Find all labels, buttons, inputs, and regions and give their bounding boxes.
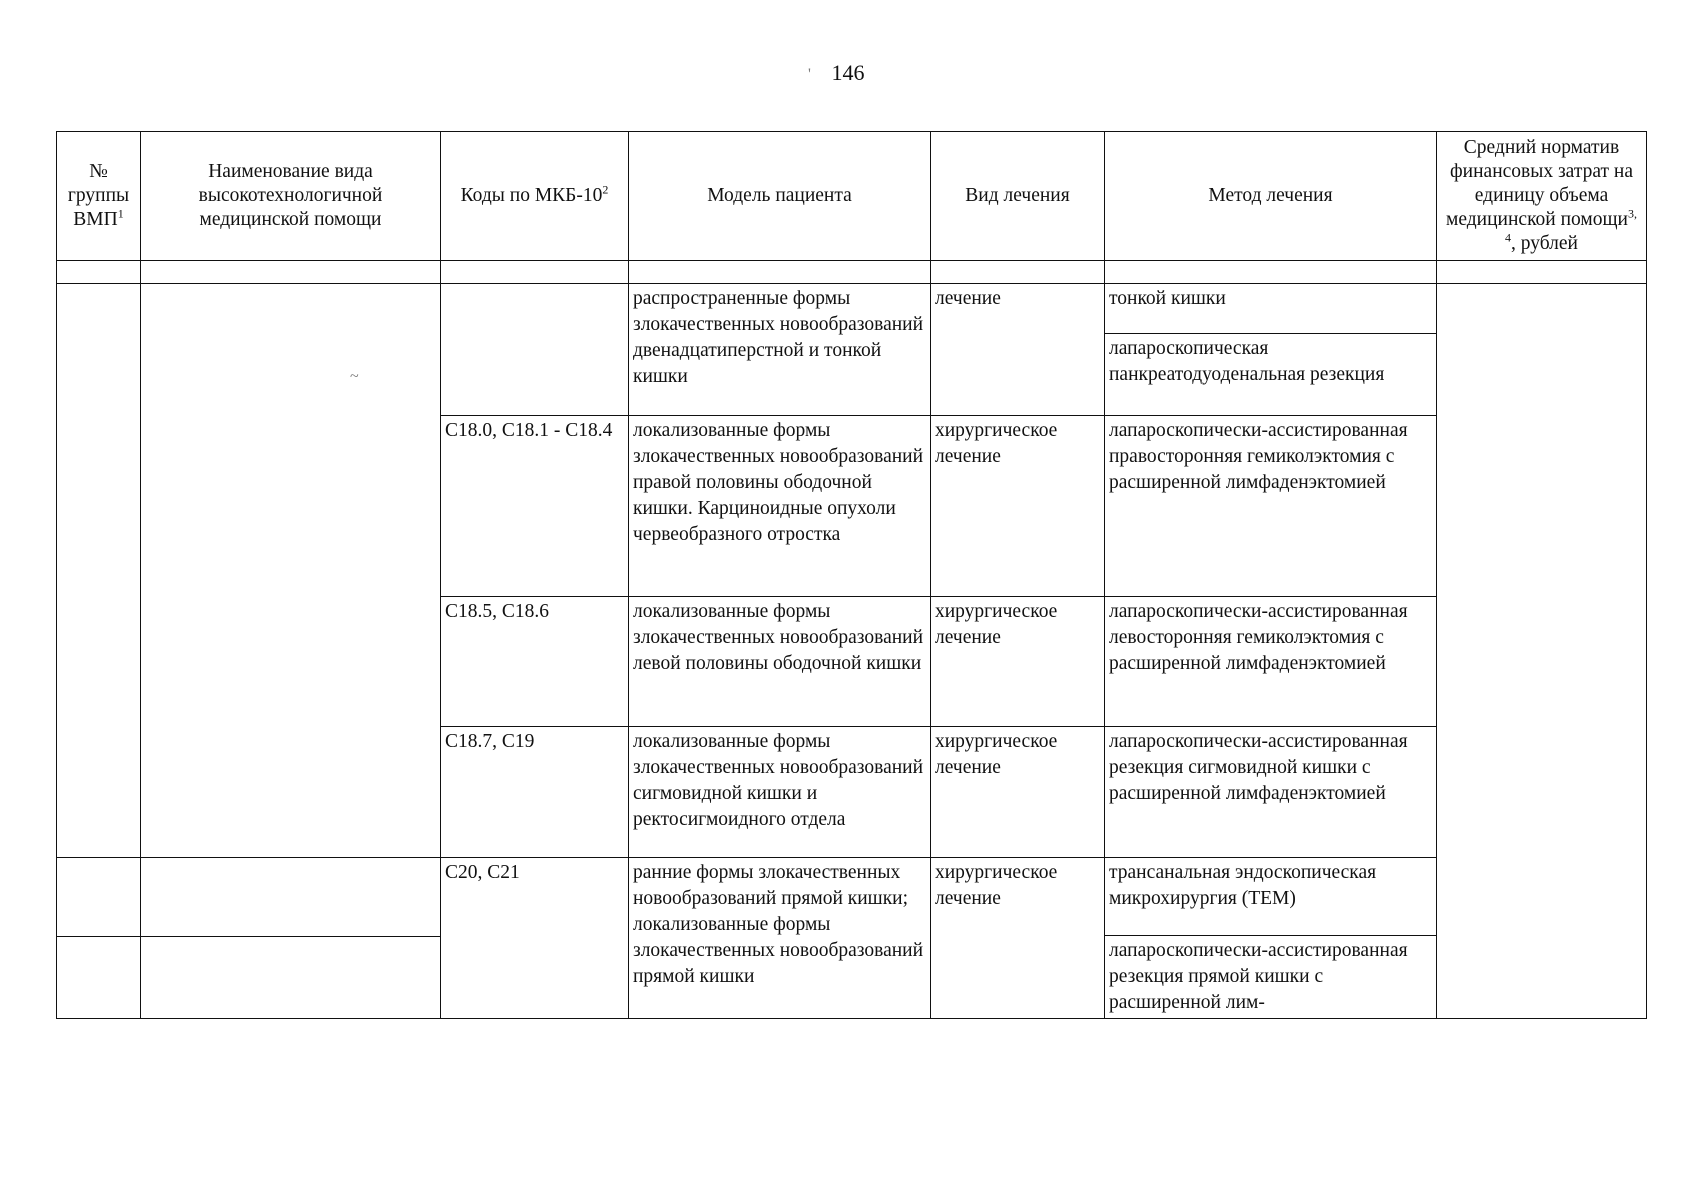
page-number: 146 xyxy=(831,60,865,85)
patient-model-cell: ранние формы злокачественных новообразований прямой кишки; локализованные формы злокачественных новообразований прямой кишки xyxy=(629,858,931,1019)
treatment-type-cell: лечение xyxy=(931,284,1105,416)
group-number-cell xyxy=(57,858,141,1019)
treatment-method-cell: лапароскопически-ассистированная левосторонняя гемиколэктомия с расширенной лимфаденэктомией xyxy=(1105,597,1437,727)
treatment-method-cell: лапароскопически-ассистированная правосторонняя гемиколэктомия с расширенной лимфаденэктомией xyxy=(1105,416,1437,597)
header-treatment-type: Вид лечения xyxy=(931,132,1105,261)
scan-speck: ~ xyxy=(350,368,359,385)
icd-codes-cell: C18.5, C18.6 xyxy=(441,597,629,727)
table-header-row xyxy=(57,132,1647,261)
method-item: трансанальная эндоскопическая микрохирургия (ТЕМ) xyxy=(1105,858,1436,936)
subcell-divider xyxy=(57,858,140,937)
index-cell xyxy=(1437,261,1647,284)
patient-model-cell: локализованные формы злокачественных новообразований правой половины ободочной кишки. Карциноидные опухоли червеобразного отростка xyxy=(629,416,931,597)
header-patient-model: Модель пациента xyxy=(629,132,931,261)
header-icd-codes: Коды по МКБ-$10^2$ xyxy=(441,132,629,261)
care-type-name-cell xyxy=(141,858,441,1019)
icd-codes-cell xyxy=(441,284,629,416)
icd-codes-cell: C18.0, C18.1 - C18.4 xyxy=(441,416,629,597)
vmp-table xyxy=(56,131,1647,1019)
treatment-method-cell xyxy=(1105,284,1437,416)
table-row xyxy=(57,858,1647,1019)
treatment-method-cell: лапароскопически-ассистированная резекция сигмовидной кишки с расширенной лимфаденэктомией xyxy=(1105,727,1437,858)
scan-speck: ' xyxy=(808,66,811,83)
header-group-number: № группы ВМП$^1$ xyxy=(57,132,141,261)
icd-codes-cell: C18.7, C19 xyxy=(441,727,629,858)
index-cell xyxy=(1105,261,1437,284)
header-treatment-method: Метод лечения xyxy=(1105,132,1437,261)
table-index-row xyxy=(57,261,1647,284)
treatment-method-cell xyxy=(1105,858,1437,1019)
treatment-type-cell: хирургическое лечение xyxy=(931,727,1105,858)
index-cell xyxy=(441,261,629,284)
patient-model-cell: распространенные формы злокачественных новообразований двенадцатиперстной и тонкой кишки xyxy=(629,284,931,416)
icd-codes-cell: C20, C21 xyxy=(441,858,629,1019)
subcell-divider xyxy=(141,858,440,937)
method-item: лапароскопическая панкреатодуоденальная резекция xyxy=(1109,338,1385,385)
index-cell xyxy=(57,261,141,284)
index-cell xyxy=(141,261,441,284)
index-cell xyxy=(931,261,1105,284)
index-cell xyxy=(629,261,931,284)
header-cost-norm: Средний норматив финансовых затрат на единицу объема медицинской помощи$^{3, 4}$, рублей xyxy=(1437,132,1647,261)
header-care-type-name: Наименование вида высокотехнологичной медицинской помощи xyxy=(141,132,441,261)
method-item: лапароскопически-ассистированная резекция прямой кишки с расширенной лим- xyxy=(1109,940,1408,1013)
patient-model-cell: локализованные формы злокачественных новообразований левой половины ободочной кишки xyxy=(629,597,931,727)
table-row xyxy=(57,284,1647,416)
treatment-type-cell: хирургическое лечение xyxy=(931,597,1105,727)
group-number-cell xyxy=(57,284,141,858)
treatment-type-cell: хирургическое лечение xyxy=(931,858,1105,1019)
cost-norm-cell xyxy=(1437,284,1647,1019)
patient-model-cell: локализованные формы злокачественных новообразований сигмовидной кишки и ректосигмоидного отдела xyxy=(629,727,931,858)
care-type-name-cell xyxy=(141,284,441,858)
treatment-type-cell: хирургическое лечение xyxy=(931,416,1105,597)
method-item: тонкой кишки xyxy=(1105,284,1436,334)
